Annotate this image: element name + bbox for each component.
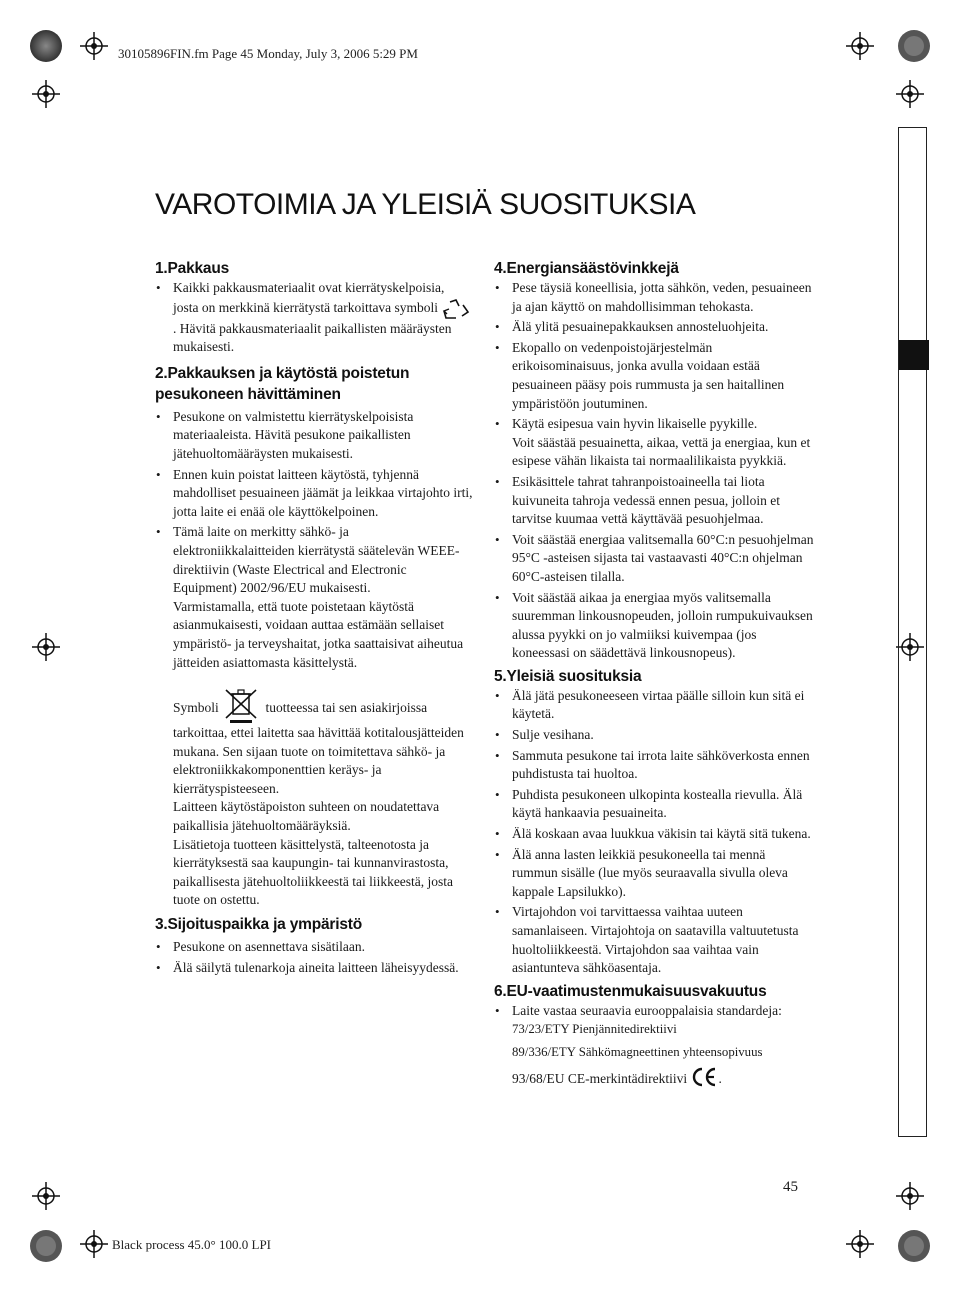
item-text: • Käytä esipesua vain hyvin likaiselle pyykille.	[512, 416, 758, 432]
directive-end: .	[718, 1070, 722, 1086]
thumb-index-bar	[898, 127, 927, 1137]
registration-mark-icon	[32, 1182, 60, 1210]
section-heading: 4.Energiansäästövinkkejä	[494, 260, 679, 277]
directive-text: 93/68/EU CE-merkintädirektiivi	[512, 1070, 688, 1086]
registration-mark-icon	[80, 1230, 108, 1258]
directive-line: 89/336/ETY Sähkömagneettinen yhteensopivuus	[512, 1044, 763, 1059]
list-item: • Älä koskaan avaa luukkua väkisin tai käytä sitä tukena.	[494, 825, 814, 844]
section-havittaminen	[155, 363, 473, 910]
print-footer: Black process 45.0° 100.0 LPI	[112, 1237, 272, 1252]
directive-line-ce	[512, 1066, 814, 1089]
registration-mark-icon	[846, 1230, 874, 1258]
list-item	[155, 523, 473, 672]
section-sijoituspaikka	[155, 914, 473, 977]
list-item: • Puhdista pesukoneen ulkopinta kostealla rievulla. Älä käytä hankaavia pesuaineita.	[494, 786, 814, 823]
section-energiansaasto	[494, 258, 814, 663]
registration-mark-icon	[896, 1182, 924, 1210]
directive-line: 73/23/ETY Pienjännitedirektiivi	[512, 1022, 677, 1037]
item-text: . Hävitä pakkausmateriaalit paikallisten määräysten mukaisesti.	[173, 320, 452, 355]
list-item: • Älä anna lasten leikkiä pesukoneella tai mennä rummun sisälle (lue myös seuraavalla sivulla oleva kappale Lapsilukko).	[494, 846, 814, 902]
list-item	[494, 415, 814, 471]
right-column	[494, 258, 814, 1091]
list-item: • Virtajohdon voi tarvittaessa vaihtaa uuteen samanlaiseen. Virtajohtoja on saatavilla valtuutetusta huoltoliikkeestä. Virtajohdon saa vaihtaa vain asiantunteva sähköasentaja.	[494, 903, 814, 977]
section-pakkaus	[155, 258, 473, 357]
item-text: Voit säästää pesuainetta, aikaa, vettä ja energiaa, kun et esipese vähän likaista tai normaalilikaista pyykkiä.	[512, 434, 811, 469]
registration-mark-icon	[80, 32, 108, 60]
recycle-symbol-icon	[441, 298, 471, 320]
symbol-text: tuotteessa tai sen asiakirjoissa tarkoittaa, ettei laitetta saa hävittää kotitalousjätteiden mukana. Sen sijaan tuote on toimitettava sähkö- ja elektroniikkakomponenttien keräys- ja kierrätyspisteeseen.	[173, 700, 464, 796]
section-heading: 6.EU-vaatimustenmukaisuusvakuutus	[494, 982, 767, 1000]
density-mark-icon	[896, 28, 932, 64]
item-text: Kaikki pakkausmateriaalit ovat kierrätyskelpoisia, josta on merkkinä kierrätystä tarkoittava symboli	[173, 280, 445, 315]
list-item: • Pesukone on asennettava sisätilaan.	[155, 938, 473, 957]
registration-mark-icon	[32, 633, 60, 661]
list-item	[494, 1002, 814, 1088]
list-item: • Sulje vesihana.	[494, 726, 814, 745]
page-number: 45	[783, 1179, 798, 1195]
paragraph: Lisätietoja tuotteen käsittelystä, talteenotosta ja kierrätyksestä saa kaupungin- tai kunnanvirastosta, paikallisesta jätehuoltoliikkeestä tai liikkeestä, josta tuote on ostettu.	[173, 836, 454, 908]
list-item: • Pesukone on valmistettu kierrätyskelpoisista materiaaleista. Hävitä pesukone paikallisten jätehuoltomääräysten mukaisesti.	[155, 408, 473, 464]
list-item: • Pese täysiä koneellisia, jotta sähkön, veden, pesuaineen ja ajan käyttö on mahdollisimman tehokasta.	[494, 279, 814, 316]
density-mark-icon	[896, 1228, 932, 1264]
print-header: 30105896FIN.fm Page 45 Monday, July 3, 2006 5:29 PM	[118, 46, 418, 61]
weee-paragraph	[155, 686, 473, 910]
symbol-label: Symboli	[173, 700, 219, 716]
item-text: • Tämä laite on merkitty sähkö- ja elektroniikkalaitteiden kierrätystä säätelevän WEEE-direktiivin (Waste Electrical and Electronic Equipment) 2002/96/EU mukaisesti.	[173, 524, 460, 596]
list-item: • Älä säilytä tulenarkoja aineita laitteen läheisyydessä.	[155, 959, 473, 978]
item-text: Varmistamalla, että tuote poistetaan käytöstä asianmukaisesti, voidaan auttaa estämään sellaiset ympäristö- ja terveyshaitat, jotka saattaisivat aiheutua jätteiden asiattomasta käsittelystä.	[173, 598, 464, 670]
thumb-index-tab	[899, 340, 929, 370]
section-heading: 5.Yleisiä suosituksia	[494, 667, 642, 685]
section-heading: 3.Sijoituspaikka ja ympäristö	[155, 916, 362, 934]
registration-mark-icon	[896, 80, 924, 108]
registration-mark-icon	[32, 80, 60, 108]
paragraph: Laitteen käytöstäpoiston suhteen on noudatettava paikallisia jätehuoltomääräyksiä.	[173, 799, 440, 834]
section-heading: 1.Pakkaus	[155, 260, 230, 277]
list-item: • Sammuta pesukone tai irrota laite sähköverkosta ennen puhdistusta tai huoltoa.	[494, 747, 814, 784]
list-item: • Älä ylitä pesuainepakkauksen annosteluohjeita.	[494, 318, 814, 337]
list-item: • Voit säästää aikaa ja energiaa myös valitsemalla suuremman linkousnopeuden, jolloin rumpukuivauksen alussa pyykki on jo valmiiksi kuivempaa (jos koneessasi on säädettävä linkousnopeus).	[494, 589, 814, 663]
density-mark-icon	[28, 1228, 64, 1264]
item-text: • Laite vastaa seuraavia eurooppalaisia standardeja:	[512, 1002, 782, 1018]
page-title: VAROTOIMIA JA YLEISIÄ SUOSITUKSIA	[155, 188, 696, 221]
left-column	[155, 258, 473, 980]
section-eu-vakuutus	[494, 981, 814, 1088]
ce-mark-icon	[690, 1066, 718, 1088]
density-mark-icon	[28, 28, 64, 64]
list-item: • Älä jätä pesukoneeseen virtaa päälle silloin kun sitä ei käytetä.	[494, 687, 814, 724]
list-item: • Ennen kuin poistat laitteen käytöstä, tyhjennä mahdolliset pesuaineen jäämät ja leikkaa virtajohto irti, jotta laite ei enää ole käyttökelpoinen.	[155, 466, 473, 522]
section-yleisia	[494, 666, 814, 978]
list-item: • Voit säästää energiaa valitsemalla 60°C:n pesuohjelman 95°C -asteisen sijasta tai vastaavasti 40°C:n ohjelman 60°C-asteisen tilalla.	[494, 531, 814, 587]
crossed-out-bin-icon	[222, 686, 262, 724]
section-heading: 2.Pakkauksen ja käytöstä poistetun pesukoneen hävittäminen	[155, 364, 410, 403]
list-item: • Ekopallo on vedenpoistojärjestelmän erikoisominaisuus, jonka avulla voidaan estää pesuaineen pääsy pois rummusta ja sen haitallinen ympäristöön joutuminen.	[494, 339, 814, 413]
list-item	[155, 279, 473, 357]
list-item: • Esikäsittele tahrat tahranpoistoaineella tai liota kuivuneita tahroja vedessä ennen pesua, jolloin et tarvitse kuumaa vettä käyttävää pesuohjelmaa.	[494, 473, 814, 529]
registration-mark-icon	[846, 32, 874, 60]
